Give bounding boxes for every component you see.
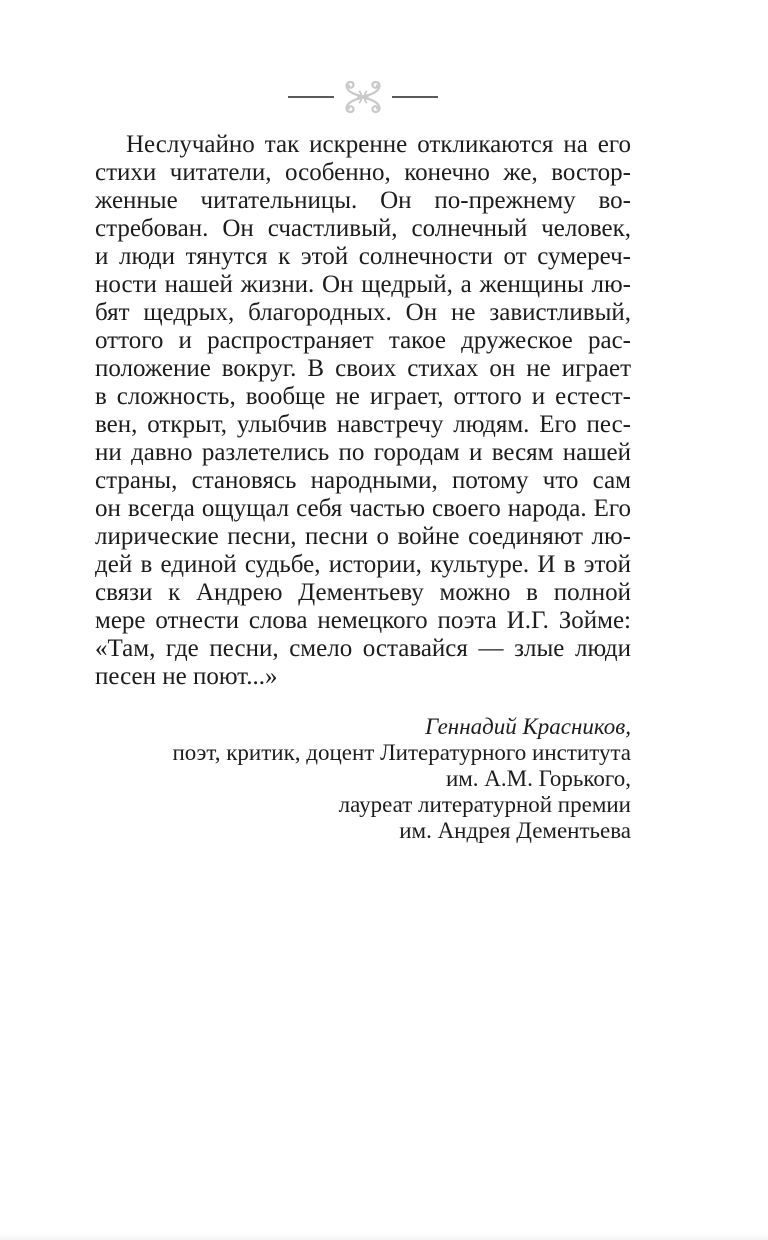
chapter-divider: [288, 80, 438, 114]
paragraph: [95, 131, 631, 691]
flourish-divider-icon: [338, 80, 388, 114]
signature-line: лауреат литературной премии: [338, 792, 631, 817]
page-bottom-shadow: [0, 1234, 768, 1240]
signature-line: им. А.М. Горького,: [445, 766, 631, 791]
text-line: бят щедрых, благородных. Он не завистливый,: [95, 299, 631, 326]
text-line: «Там, где песни, смело оставайся — злые люди: [95, 635, 631, 662]
text-line: положение вокруг. В своих стихах он не играет: [95, 355, 631, 382]
text-line: Неслучайно так искренне откликаются на его: [126, 131, 631, 158]
signature-line: им. Андрея Дементьева: [399, 818, 631, 843]
text-line: в сложность, вообще не играет, оттого и естест-: [95, 383, 631, 410]
divider-rule-left: [288, 96, 334, 98]
text-line: стихи читатели, особенно, конечно же, востор-: [95, 159, 631, 186]
signature-author-name: Геннадий Красников,: [425, 714, 631, 739]
text-line: страны, становясь народными, потому что сам: [95, 467, 631, 494]
text-line: дей в единой судьбе, истории, культуре. И в этой: [95, 551, 631, 578]
text-line: мере отнести слова немецкого поэта И.Г. Зойме:: [95, 607, 631, 634]
divider-rule-right: [392, 96, 438, 98]
text-line: ности нашей жизни. Он щедрый, а женщины лю-: [95, 271, 631, 298]
text-line: песен не поют...»: [95, 663, 278, 690]
text-line: лирические песни, песни о войне соединяют лю-: [95, 523, 631, 550]
text-line: он всегда ощущал себя частью своего народа. Его: [95, 495, 631, 522]
text-line: ни давно разлетелись по городам и весям нашей: [95, 439, 631, 466]
text-column: [95, 0, 631, 844]
text-line: стребован. Он счастливый, солнечный человек,: [95, 215, 631, 242]
signature-block: [95, 714, 631, 844]
signature-line: поэт, критик, доцент Литературного института: [172, 740, 631, 765]
text-line: и люди тянутся к этой солнечности от сумереч-: [95, 243, 631, 270]
text-line: вен, открыт, улыбчив навстречу людям. Его пес-: [95, 411, 631, 438]
text-line: связи к Андрею Дементьеву можно в полной: [95, 579, 631, 606]
text-line: женные читательницы. Он по-прежнему во-: [95, 187, 631, 214]
text-line: оттого и распространяет такое дружеское рас-: [95, 327, 631, 354]
